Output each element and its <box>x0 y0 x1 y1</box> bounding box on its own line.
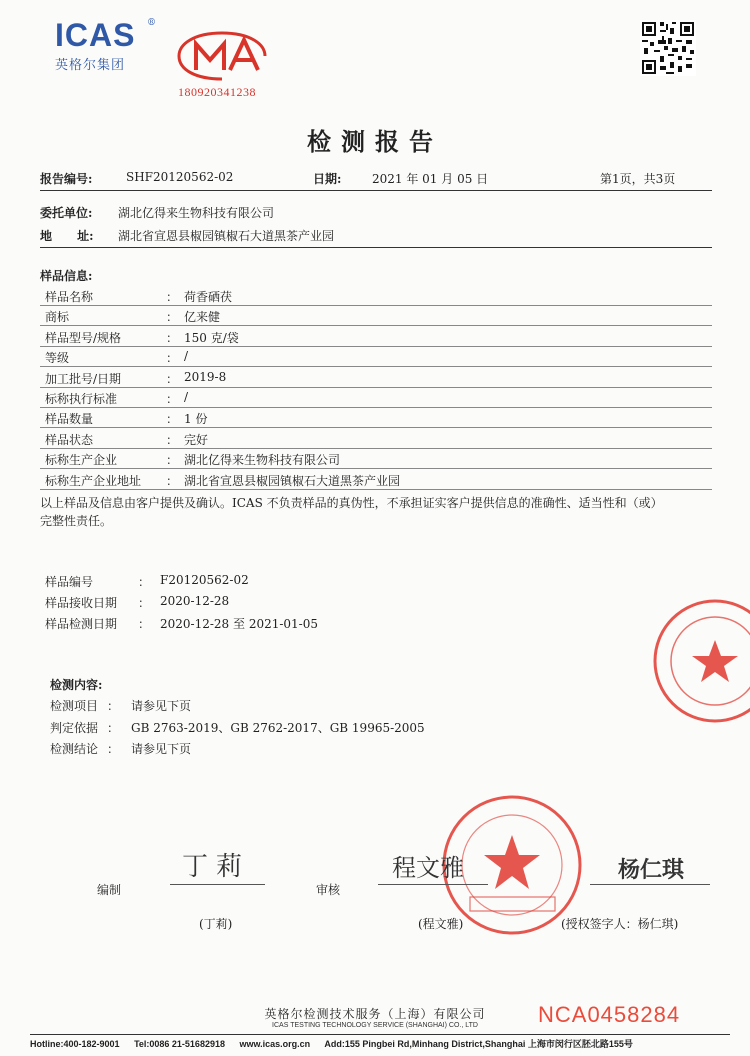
row-divider <box>40 346 712 347</box>
test-section-label: 检测内容: <box>50 678 103 692</box>
approver-name: (授权签字人：杨仁琪) <box>561 917 679 931</box>
icas-logo <box>55 18 155 73</box>
sample-row-label: 商标 <box>45 310 70 325</box>
sample-row-value: 1 份 <box>184 412 208 427</box>
row-divider <box>40 305 712 306</box>
sample-row-value: 2019-8 <box>184 369 227 384</box>
row-divider <box>40 489 712 490</box>
page-count: 第1页，共3页 <box>600 172 676 186</box>
approver-signature-line <box>590 884 710 885</box>
sample-row-label: 样品名称 <box>45 290 94 304</box>
report-title: 检测报告 <box>307 128 443 156</box>
row-divider <box>40 448 712 449</box>
receipt-row-colon: ： <box>138 596 151 610</box>
sample-row-colon: ： <box>166 290 179 304</box>
footer-company-cn: 英格尔检测技术服务（上海）有限公司 <box>264 1007 486 1021</box>
company-seal-stamp <box>650 596 750 726</box>
footer-tel: Tel:0086 21-51682918 <box>134 1039 225 1049</box>
sample-row-label: 样品状态 <box>45 432 94 447</box>
nca-number: NCA0458284 <box>538 1002 681 1027</box>
cma-logo <box>176 30 268 82</box>
footer-hotline: Hotline:400-182-9001 <box>30 1039 120 1049</box>
reviewer-signature: 程文雅 <box>392 854 464 882</box>
row-divider <box>40 427 712 428</box>
icas-logo-cn: 英格尔集团 <box>55 58 126 73</box>
disclaimer-line-1: 以上样品及信息由客户提供及确认。ICAS 不负责样品的真伪性，不承担证实客户提供信息的准确性、适当性和（或） <box>40 496 663 510</box>
compiler-label: 编制 <box>97 883 122 897</box>
row-divider <box>40 387 712 388</box>
sample-row-label: 加工批号/日期 <box>45 371 122 386</box>
sample-row-label: 等级 <box>45 351 70 366</box>
sample-section-label: 样品信息: <box>40 269 93 283</box>
report-date-value: 2021 年 01 月 05 日 <box>372 172 489 186</box>
row-divider <box>40 366 712 367</box>
sample-row-colon: ： <box>166 330 179 345</box>
receipt-row-value: F20120562-02 <box>160 573 249 587</box>
disclaimer <box>40 494 710 530</box>
receipt-row-value: 2020-12-28 <box>160 594 230 608</box>
compiler-name: (丁莉) <box>199 917 233 931</box>
report-number-label: 报告编号: <box>40 172 93 186</box>
reviewer-label: 审核 <box>316 883 341 897</box>
row-divider <box>40 407 712 408</box>
sample-row-colon: ： <box>166 392 179 406</box>
sample-row-colon: ： <box>166 412 179 427</box>
approver-signature: 杨仁琪 <box>618 857 685 883</box>
disclaimer-line-2: 完整性责任。 <box>40 514 113 528</box>
reviewer-name: (程文雅) <box>418 917 464 931</box>
sample-row-label: 样品数量 <box>45 412 94 427</box>
row-divider <box>40 325 712 326</box>
report-number-value: SHF20120562-02 <box>126 170 234 184</box>
test-row-label: 检测项目 <box>50 699 99 713</box>
sample-row-colon: ： <box>166 432 179 447</box>
reviewer-signature-line <box>378 884 488 885</box>
sample-row-value: 湖北省宣恩县椒园镇椒石大道黑茶产业园 <box>184 473 401 488</box>
test-row-value: GB 2763-2019、GB 2762-2017、GB 19965-2005 <box>131 720 425 735</box>
sample-row-value: 荷香硒茯 <box>184 290 233 304</box>
sample-row-label: 标称生产企业地址 <box>45 473 142 488</box>
footer-company-en: ICAS TESTING TECHNOLOGY SERVICE (SHANGHAI) CO., LTD <box>272 1022 478 1029</box>
sample-row-colon: ： <box>166 371 179 386</box>
sample-row-value: 完好 <box>184 432 209 447</box>
sample-row-value: 亿来健 <box>184 310 221 325</box>
address-label: 地 址: <box>40 229 94 243</box>
test-row-label: 判定依据 <box>50 720 99 735</box>
test-row-value: 请参见下页 <box>131 699 192 713</box>
sample-row-value: 150 克/袋 <box>184 330 239 345</box>
test-row-label: 检测结论 <box>50 742 99 756</box>
address-value: 湖北省宣恩县椒园镇椒石大道黑茶产业园 <box>118 229 335 243</box>
compiler-signature: 丁莉 <box>182 852 251 882</box>
sample-row-colon: ： <box>166 453 179 468</box>
footer-contact-bar <box>30 1037 730 1050</box>
footer-divider <box>30 1034 730 1035</box>
registered-mark: ® <box>147 18 156 28</box>
test-row-value: 请参见下页 <box>131 742 192 756</box>
sample-row-label: 样品型号/规格 <box>45 330 122 345</box>
receipt-row-label: 样品检测日期 <box>45 617 118 631</box>
report-date-label: 日期: <box>313 172 342 186</box>
footer-address: Add:155 Pingbei Rd,Minhang District,Shanghai 上海市闵行区胚北路155号 <box>324 1039 633 1049</box>
receipt-row-value: 2020-12-28 至 2021-01-05 <box>160 617 319 631</box>
sample-row-colon: ： <box>166 351 179 366</box>
sample-row-label: 标称生产企业 <box>45 453 118 468</box>
test-row-colon: ： <box>107 699 120 713</box>
cma-number: 18092034123​8 <box>178 85 256 99</box>
row-divider <box>40 468 712 469</box>
receipt-row-label: 样品接收日期 <box>45 596 118 610</box>
sample-row-value: 湖北亿得来生物科技有限公司 <box>184 453 341 468</box>
sample-row-colon: ： <box>166 473 179 488</box>
compiler-signature-line <box>170 884 265 885</box>
sample-row-value: / <box>184 390 189 404</box>
test-row-colon: ： <box>107 720 120 735</box>
icas-logo-text: ICAS <box>55 17 136 53</box>
client-label: 委托单位: <box>40 206 93 220</box>
test-row-colon: ： <box>107 742 120 756</box>
qr-code <box>640 20 696 76</box>
divider <box>40 190 712 191</box>
client-value: 湖北亿得来生物科技有限公司 <box>118 206 275 220</box>
sample-row-label: 标称执行标准 <box>45 392 118 406</box>
receipt-row-label: 样品编号 <box>45 575 94 589</box>
receipt-row-colon: ： <box>138 617 151 631</box>
sample-row-colon: ： <box>166 310 179 325</box>
receipt-row-colon: ： <box>138 575 151 589</box>
sample-row-value: / <box>184 349 189 364</box>
footer-web-link[interactable]: www.icas.org.cn <box>239 1039 311 1049</box>
divider <box>40 247 712 248</box>
